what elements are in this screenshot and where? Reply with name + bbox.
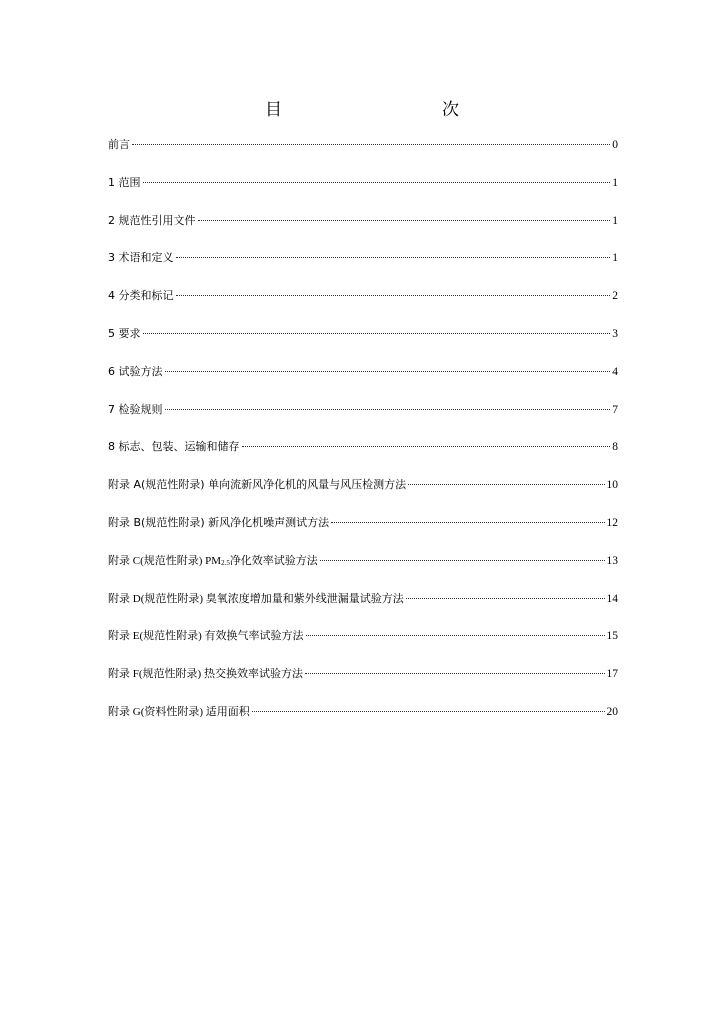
toc-entry-page: 0 — [612, 139, 618, 151]
toc-entry-page: 7 — [612, 403, 618, 416]
toc-entry-label: 2 规范性引用文件 — [108, 213, 196, 227]
toc-entry-page: 8 — [612, 441, 618, 454]
toc-entry-classification[interactable] — [108, 286, 618, 324]
toc-entry-label: 8 标志、包装、运输和储存 — [108, 440, 240, 454]
toc-entry-annex-d[interactable] — [108, 589, 618, 627]
toc-entry-annex-c[interactable] — [108, 551, 618, 589]
toc-entry-marking-packaging[interactable] — [108, 437, 618, 475]
toc-entry-page: 1 — [612, 252, 618, 265]
toc-entry-page: 4 — [612, 365, 618, 378]
toc-entry-foreword[interactable] — [108, 135, 618, 173]
dot-leader — [143, 182, 611, 183]
toc-entry-label — [108, 551, 318, 573]
toc-entry-label: 附录 G(资料性附录) 适用面积 — [108, 705, 250, 718]
dot-leader — [305, 673, 605, 674]
toc-entry-terms[interactable] — [108, 248, 618, 286]
toc-entry-annex-a[interactable] — [108, 475, 618, 513]
dot-leader — [176, 257, 611, 258]
toc-entry-page: 1 — [612, 214, 618, 227]
toc-entry-page: 1 — [612, 176, 618, 189]
dot-leader — [306, 635, 605, 636]
toc-entry-label-subscript: 2.5 — [221, 558, 230, 567]
toc-entry-label: 4 分类和标记 — [108, 289, 174, 303]
dot-leader — [242, 446, 611, 447]
toc-entry-label: 7 检验规则 — [108, 402, 163, 416]
toc-entry-label: 附录 B(规范性附录) 新风净化机噪声测试方法 — [108, 515, 330, 529]
toc-entry-label: 附录 E(规范性附录) 有效换气率试验方法 — [108, 630, 304, 643]
dot-leader — [331, 522, 604, 523]
toc-entry-page: 14 — [606, 592, 618, 605]
dot-leader — [406, 598, 605, 599]
dot-leader — [408, 484, 604, 485]
toc-entry-label: 附录 A(规范性附录) 单向流新风净化机的风量与风压检测方法 — [108, 478, 407, 492]
toc-entry-page: 10 — [606, 479, 618, 492]
toc-entry-inspection-rules[interactable] — [108, 400, 618, 438]
toc-entry-page: 12 — [606, 516, 618, 529]
dot-leader — [252, 711, 605, 712]
dot-leader — [176, 295, 611, 296]
toc-entry-annex-f[interactable] — [108, 664, 618, 702]
toc-entry-test-methods[interactable] — [108, 362, 618, 400]
toc-entry-page: 17 — [606, 668, 618, 681]
dot-leader — [320, 560, 605, 561]
dot-leader — [132, 144, 610, 145]
dot-leader — [165, 371, 611, 372]
toc-entry-page: 3 — [612, 327, 618, 340]
toc-entry-scope[interactable] — [108, 173, 618, 211]
dot-leader — [165, 409, 611, 410]
dot-leader — [143, 333, 611, 334]
toc-entry-label: 附录 D(规范性附录) 臭氧浓度增加量和紫外线泄漏量试验方法 — [108, 592, 404, 605]
toc-entry-page: 20 — [606, 705, 618, 718]
toc-entry-page: 13 — [606, 554, 618, 567]
page-title: 目 次 — [265, 100, 501, 120]
toc-entry-annex-e[interactable] — [108, 626, 618, 664]
toc-entry-label: 附录 F(规范性附录) 热交换效率试验方法 — [108, 668, 303, 681]
table-of-contents — [108, 135, 618, 740]
toc-entry-page: 2 — [612, 290, 618, 303]
toc-entry-annex-b[interactable] — [108, 513, 618, 551]
toc-entry-label: 5 要求 — [108, 326, 141, 340]
toc-entry-label: 3 术语和定义 — [108, 251, 174, 265]
toc-entry-label: 6 试验方法 — [108, 364, 163, 378]
toc-entry-requirements[interactable] — [108, 324, 618, 362]
toc-entry-page: 15 — [606, 630, 618, 643]
toc-entry-label: 1 范围 — [108, 175, 141, 189]
dot-leader — [198, 220, 611, 221]
toc-entry-label-prefix: 附录 C(规范性附录) PM — [108, 554, 222, 567]
toc-entry-annex-g[interactable] — [108, 702, 618, 740]
toc-entry-label: 前言 — [108, 138, 130, 151]
toc-entry-normative-references[interactable] — [108, 211, 618, 249]
toc-entry-label-suffix: 净化效率试验方法 — [229, 554, 318, 567]
